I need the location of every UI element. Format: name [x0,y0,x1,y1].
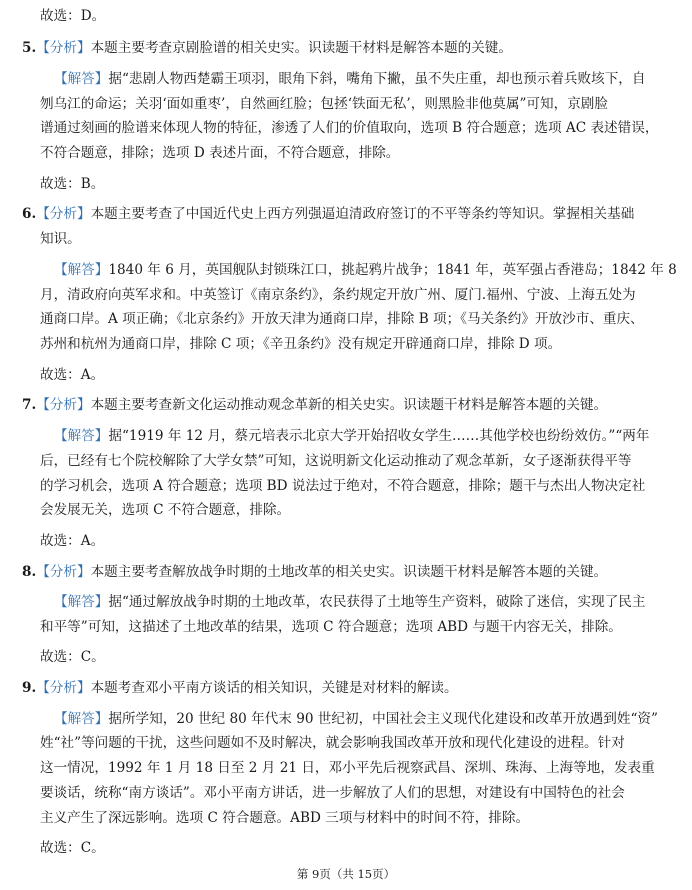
analysis-tag: 【分析】 [36,206,91,222]
line-text: 据“通过解放战争时期的土地改革，农民获得了土地等生产资料，破除了迷信，实现了民主 [108,594,646,610]
line-text: 谱通过刻画的脸谱来体现人物的特征，渗透了人们的价值取向，选项 B 符合题意；选项 AC 表述错误， [40,120,659,136]
answer-line [54,709,662,729]
text-line [40,309,662,329]
line-text: 不符合题意，排除；选项 D 表述片面，不符合题意，排除。 [40,145,400,161]
text-line [40,334,662,354]
line-text: 本题主要考查京剧脸谱的相关史实。识读题干材料是解答本题的关键。 [90,40,512,56]
line-text: 据“1919 年 12 月，蔡元培表示北京大学开始招收女学生……其他学校也纷纷效仿。”“两年 [108,428,650,444]
line-text: 通商口岸。A 项正确；《北京条约》开放天津为通商口岸，排除 B 项；《马关条约》开放沙市、重庆、 [40,311,644,327]
question-heading [22,395,662,415]
line-text: 主义产生了深远影响。选项 C 符合题意。ABD 三项与材料中的时间不符，排除。 [40,810,530,826]
text-line [40,617,662,637]
answer-tag: 【解答】 [54,711,109,727]
line-text: 本题考查邓小平南方谈话的相关知识，关键是对材料的解读。 [90,680,458,696]
answer-line [54,426,662,446]
question-heading [22,562,662,582]
line-text: 会发展无关，选项 C 不符合题意，排除。 [40,502,291,518]
text-line [40,500,662,520]
text-line [40,285,662,305]
line-text: 刎乌江的命运；关羽‘面如重枣’，自然画红脸；包拯‘铁面无私’，则黑脸非他莫属”可知，京剧脸 [40,96,608,112]
text-line [40,6,662,26]
line-text: 本题主要考查了中国近代史上西方列强逼迫清政府签订的不平等条约等知识。掌握相关基础 [90,206,635,222]
text-line [40,838,662,858]
text-line [40,476,662,496]
question-number: 8. [22,564,37,580]
text-line [40,229,662,249]
line-text: 本题主要考查解放战争时期的土地改革的相关史实。识读题干材料是解答本题的关键。 [90,564,608,580]
text-line [40,143,662,163]
analysis-tag: 【分析】 [36,680,91,696]
line-text: 后，已经有七个院校解除了大学女禁”可知，这说明新文化运动推动了观念革新，女子逐渐获得平等 [40,453,632,469]
text-line [40,118,662,138]
line-text: 据“悲剧人物西楚霸王项羽，眼角下斜，嘴角下撇，虽不失庄重，却也预示着兵败垓下，自 [108,71,646,87]
text-line [40,783,662,803]
line-text: 故选：A。 [40,533,105,549]
text-line [40,531,662,551]
answer-tag: 【解答】 [54,71,109,87]
line-text: 要谈话，统称“南方谈话”。邓小平南方讲话，进一步解放了人们的思想，对建设有中国特色的社会 [40,785,625,801]
line-text: 故选：A。 [40,367,105,383]
question-number: 9. [22,680,37,696]
text-line [40,174,662,194]
page-footer: 第 9页（共 15页） [296,867,396,881]
text-line [40,647,662,667]
text-line [40,808,662,828]
line-text: 故选：B。 [40,176,105,192]
line-text: 姓“社”等问题的干扰，这些问题如不及时解决，就会影响我国改革开放和现代化建设的进程。针对 [40,735,625,751]
answer-tag: 【解答】 [54,428,109,444]
text-line [40,451,662,471]
question-heading [22,678,662,698]
line-text: 月，清政府向英军求和。中英签订《南京条约》，条约规定开放广州、厦门.福州、宁波、上海五处为 [40,287,636,303]
line-text: 故选：C。 [40,649,105,665]
answer-tag: 【解答】 [54,594,109,610]
line-text: 故选：D。 [40,8,106,24]
answer-line [54,260,677,280]
question-number: 6. [22,206,37,222]
line-text: 知识。 [40,231,81,247]
text-line [40,758,662,778]
answer-line [54,592,662,612]
answer-tag: 【解答】 [54,262,109,278]
line-text: 这一情况，1992 年 1 月 18 日至 2 月 21 日，邓小平先后视察武昌、深圳、珠海、上海等地，发表重 [40,760,655,776]
line-text: 和平等”可知，这描述了土地改革的结果，选项 C 符合题意；选项 ABD 与题干内容无关，排除。 [40,619,622,635]
line-text: 故选：C。 [40,840,105,856]
question-heading [22,204,662,224]
text-line [40,733,662,753]
line-text: 据所学知，20 世纪 80 年代末 90 世纪初，中国社会主义现代化建设和改革开放遇到姓“资” [108,711,658,727]
text-line [40,94,662,114]
line-text: 苏州和杭州为通商口岸，排除 C 项；《辛丑条约》没有规定开辟通商口岸，排除 D 项。 [40,336,562,352]
line-text: 1840 年 6 月，英国舰队封锁珠江口，挑起鸦片战争；1841 年，英军强占香港岛；1842 年 8 [108,262,677,278]
text-line [40,365,662,385]
question-number: 7. [22,397,37,413]
line-text: 本题主要考查新文化运动推动观念革新的相关史实。识读题干材料是解答本题的关键。 [90,397,608,413]
question-heading [22,38,662,58]
analysis-tag: 【分析】 [36,564,91,580]
line-text: 的学习机会，选项 A 符合题意；选项 BD 说法过于绝对，不符合题意，排除；题干与杰出人物决定社 [40,478,646,494]
analysis-tag: 【分析】 [36,40,91,56]
answer-line [54,69,662,89]
analysis-tag: 【分析】 [36,397,91,413]
question-number: 5. [22,40,37,56]
